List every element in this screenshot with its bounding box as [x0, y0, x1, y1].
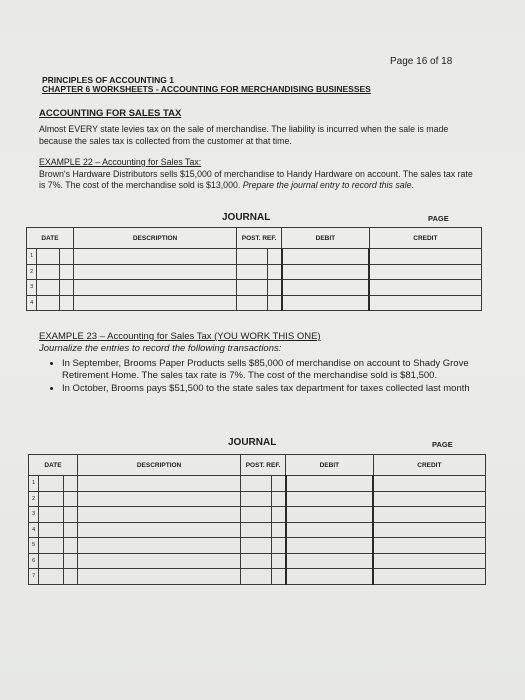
debit-cell[interactable] [286, 522, 374, 538]
example22-title: EXAMPLE 22 – Accounting for Sales Tax: [39, 157, 202, 167]
post-ref-cell[interactable] [237, 249, 268, 265]
date-month-cell[interactable] [37, 264, 59, 280]
description-cell[interactable] [77, 507, 240, 523]
journal2-col-date: DATE [29, 455, 78, 476]
journal2-row [29, 476, 486, 492]
date-day-cell[interactable] [63, 507, 77, 523]
example23-block [39, 331, 479, 354]
date-month-cell[interactable] [39, 476, 63, 492]
post-ref-cell[interactable] [237, 264, 268, 280]
date-month-cell[interactable] [37, 280, 59, 296]
post-ref-cell[interactable] [241, 476, 272, 492]
description-cell[interactable] [77, 553, 240, 569]
row-number-left: 7 [29, 569, 39, 585]
journal1-row [27, 249, 482, 265]
example23-bullets [40, 358, 507, 397]
description-cell[interactable] [73, 280, 236, 296]
description-cell[interactable] [73, 249, 236, 265]
post-ref-sub-cell[interactable] [271, 538, 285, 554]
credit-cell[interactable] [373, 538, 485, 554]
row-number-left: 2 [27, 264, 37, 280]
bullet-item: • In September, Brooms Paper Products sells $85,000 of merchandise on account to Shady Grove Retirement Home. The sales tax rate is 7%. The cost of the merchandise sold is $81,500. [62, 358, 507, 381]
credit-cell[interactable] [373, 553, 485, 569]
date-month-cell[interactable] [39, 538, 63, 554]
date-day-cell[interactable] [59, 295, 73, 311]
date-month-cell[interactable] [37, 249, 59, 265]
row-number-left: 1 [27, 249, 37, 265]
journal1-col-date: DATE [27, 228, 74, 249]
journal2-table [28, 454, 486, 585]
journal1-page-label: PAGE [428, 214, 449, 223]
post-ref-sub-cell[interactable] [271, 491, 285, 507]
journal2-row [29, 569, 486, 585]
journal2-page-label: PAGE [432, 440, 453, 449]
post-ref-cell[interactable] [241, 538, 272, 554]
bullet-item: • In October, Brooms pays $51,500 to the state sales tax department for taxes collected last month [62, 383, 507, 395]
row-number-left: 4 [29, 522, 39, 538]
journal2-col-debit: DEBIT [286, 455, 374, 476]
journal2-col-post-ref: POST. REF. [241, 455, 286, 476]
journal1-table [26, 227, 482, 311]
journal1-title: JOURNAL [222, 212, 271, 223]
course-title: PRINCIPLES OF ACCOUNTING 1 [42, 75, 174, 85]
post-ref-sub-cell[interactable] [271, 569, 285, 585]
section-title: ACCOUNTING FOR SALES TAX [39, 108, 182, 119]
row-number-left: 1 [29, 476, 39, 492]
example22-prompt: Prepare the journal entry to record this sale. [242, 180, 414, 190]
credit-cell[interactable] [373, 507, 485, 523]
post-ref-sub-cell[interactable] [271, 476, 285, 492]
date-month-cell[interactable] [39, 522, 63, 538]
date-day-cell[interactable] [63, 569, 77, 585]
post-ref-sub-cell[interactable] [271, 507, 285, 523]
description-cell[interactable] [77, 522, 240, 538]
description-cell[interactable] [73, 264, 236, 280]
journal2-row [29, 491, 486, 507]
date-day-cell[interactable] [63, 491, 77, 507]
journal2-col-description: DESCRIPTION [77, 455, 240, 476]
row-number-left: 6 [29, 553, 39, 569]
date-day-cell[interactable] [63, 476, 77, 492]
example23-title: EXAMPLE 23 – Accounting for Sales Tax (YOU WORK THIS ONE) [39, 331, 321, 342]
credit-cell[interactable] [373, 522, 485, 538]
date-month-cell[interactable] [37, 295, 59, 311]
date-day-cell[interactable] [63, 553, 77, 569]
example22-body: Brown's Hardware Distributors sells $15,000 of merchandise to Handy Hardware on account. The sales tax rate is 7%. The cost of the merchandise sold is $13,000. [39, 168, 473, 190]
credit-cell[interactable] [373, 491, 485, 507]
post-ref-sub-cell[interactable] [267, 264, 281, 280]
journal2-row [29, 538, 486, 554]
post-ref-cell[interactable] [241, 569, 272, 585]
journal1-row [27, 295, 482, 311]
debit-cell[interactable] [286, 507, 374, 523]
date-month-cell[interactable] [39, 507, 63, 523]
row-number-left: 2 [29, 491, 39, 507]
journal2-row [29, 507, 486, 523]
credit-cell[interactable] [373, 569, 485, 585]
journal2-row [29, 522, 486, 538]
journal1-header-row [27, 228, 482, 249]
debit-cell[interactable] [282, 249, 370, 265]
post-ref-cell[interactable] [237, 280, 268, 296]
credit-cell[interactable] [369, 280, 481, 296]
journal1-row [27, 264, 482, 280]
date-month-cell[interactable] [39, 569, 63, 585]
description-cell[interactable] [73, 295, 236, 311]
debit-cell[interactable] [286, 491, 374, 507]
journal1-row [27, 280, 482, 296]
journal1-col-post-ref: POST. REF. [237, 228, 282, 249]
description-cell[interactable] [77, 491, 240, 507]
description-cell[interactable] [77, 476, 240, 492]
post-ref-sub-cell[interactable] [271, 553, 285, 569]
journal1-col-credit: CREDIT [369, 228, 481, 249]
journal2-header-row [29, 455, 486, 476]
debit-cell[interactable] [282, 295, 370, 311]
credit-cell[interactable] [369, 295, 481, 311]
post-ref-sub-cell[interactable] [267, 280, 281, 296]
date-day-cell[interactable] [59, 249, 73, 265]
example22-block [39, 157, 479, 192]
post-ref-cell[interactable] [241, 507, 272, 523]
post-ref-sub-cell[interactable] [267, 249, 281, 265]
post-ref-cell[interactable] [241, 522, 272, 538]
debit-cell[interactable] [282, 264, 370, 280]
row-number-left: 3 [29, 507, 39, 523]
row-number-left: 3 [27, 280, 37, 296]
debit-cell[interactable] [286, 476, 374, 492]
post-ref-cell[interactable] [241, 491, 272, 507]
debit-cell[interactable] [286, 569, 374, 585]
credit-cell[interactable] [369, 249, 481, 265]
page-number: Page 16 of 18 [390, 56, 453, 67]
journal2-col-credit: CREDIT [373, 455, 485, 476]
description-cell[interactable] [77, 538, 240, 554]
description-cell[interactable] [77, 569, 240, 585]
date-month-cell[interactable] [39, 553, 63, 569]
row-number-left: 4 [27, 295, 37, 311]
date-day-cell[interactable] [63, 522, 77, 538]
debit-cell[interactable] [282, 280, 370, 296]
date-month-cell[interactable] [39, 491, 63, 507]
journal1-col-description: DESCRIPTION [73, 228, 236, 249]
row-number-left: 5 [29, 538, 39, 554]
date-day-cell[interactable] [59, 264, 73, 280]
post-ref-cell[interactable] [237, 295, 268, 311]
debit-cell[interactable] [286, 553, 374, 569]
journal2-row [29, 553, 486, 569]
debit-cell[interactable] [286, 538, 374, 554]
credit-cell[interactable] [373, 476, 485, 492]
intro-paragraph: Almost EVERY state levies tax on the sale of merchandise. The liability is incurred when the sale is made because the sales tax is collected from the customer at that time. [39, 124, 449, 146]
post-ref-sub-cell[interactable] [271, 522, 285, 538]
date-day-cell[interactable] [59, 280, 73, 296]
journal1-col-debit: DEBIT [282, 228, 370, 249]
post-ref-sub-cell[interactable] [267, 295, 281, 311]
credit-cell[interactable] [369, 264, 481, 280]
post-ref-cell[interactable] [241, 553, 272, 569]
example23-instructions: Journalize the entries to record the following transactions: [39, 342, 282, 354]
date-day-cell[interactable] [63, 538, 77, 554]
journal2-title: JOURNAL [228, 437, 277, 448]
chapter-title: CHAPTER 6 WORKSHEETS - ACCOUNTING FOR MERCHANDISING BUSINESSES [42, 84, 371, 94]
